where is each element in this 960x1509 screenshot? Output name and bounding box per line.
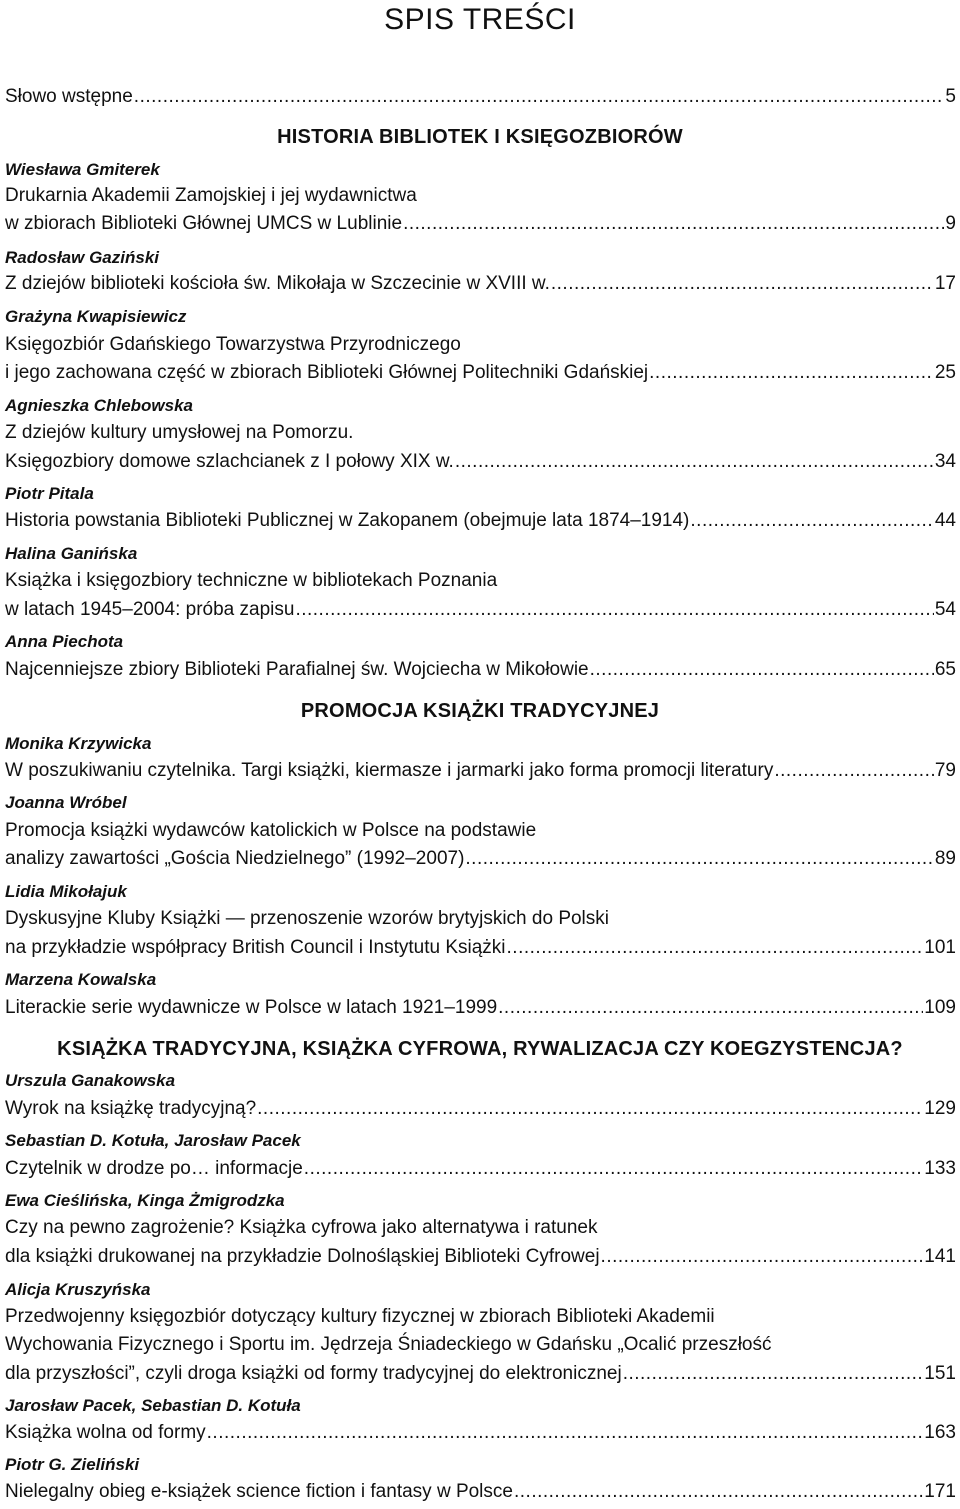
page-number: 109 [924,997,956,1018]
dot-leader [134,82,945,112]
toc-entry [5,1242,956,1272]
toc-entry [5,756,956,786]
dot-leader [295,595,933,625]
dot-leader [257,1094,923,1124]
dot-leader [304,1154,924,1184]
entry-author: Alicja Kruszyńska [5,1280,151,1299]
page-number: 89 [934,848,956,869]
entry-author: Urszula Ganakowska [5,1071,176,1090]
entry-author: Ewa Cieślińska, Kinga Żmigrodzka [5,1191,285,1210]
dot-leader [514,1477,923,1507]
entry-author: Joanna Wróbel [5,793,127,812]
dot-leader [207,1418,924,1448]
page-number: 141 [924,1246,956,1267]
toc-entry [5,447,956,477]
page-number: 101 [924,937,956,958]
entry-author: Halina Ganińska [5,544,138,563]
entry-title-line: Drukarnia Akademii Zamojskiej i jej wydawnictwa [5,185,417,206]
entry-title-line: Czy na pewno zagrożenie? Książka cyfrowa jako alternatywa i ratunek [5,1217,598,1238]
toc-entry [5,358,956,388]
page-number: 17 [934,273,956,294]
toc-entry [5,1359,956,1389]
dot-leader [455,447,934,477]
entry-title: analizy zawartości „Gościa Niedzielnego” (1992–2007) [5,848,465,869]
entry-title: Historia powstania Biblioteki Publicznej w Zakopanem (obejmuje lata 1874–1914) [5,510,690,531]
entry-title: Najcenniejsze zbiory Biblioteki Parafialnej św. Wojciecha w Mikołowie [5,659,589,680]
entry-title: Nielegalny obieg e-książek science fiction i fantasy w Polsce [5,1481,513,1502]
page-number: 163 [924,1422,956,1443]
entry-title: Wyrok na książkę tradycyjną? [5,1098,257,1119]
entry-title: w zbiorach Biblioteki Głównej UMCS w Lublinie [5,213,403,234]
dot-leader [649,358,934,388]
dot-leader [774,756,934,786]
entry-author: Piotr Pitala [5,484,94,503]
toc-entry [5,1094,956,1124]
entry-title-line: Wychowania Fizycznego i Sportu im. Jędrzeja Śniadeckiego w Gdańsku „Ocalić przeszłość [5,1334,772,1355]
entry-title-line: Książka i księgozbiory techniczne w bibliotekach Poznania [5,570,498,591]
page-number: 129 [924,1098,956,1119]
toc-entry [5,655,956,685]
dot-leader [623,1359,924,1389]
dot-leader [690,506,933,536]
entry-title: W poszukiwaniu czytelnika. Targi książki, kiermasze i jarmarki jako forma promocji literatury [5,760,774,781]
entry-title-line: Księgozbiór Gdańskiego Towarzystwa Przyrodniczego [5,334,461,355]
entry-title: Literackie serie wydawnicze w Polsce w latach 1921–1999 [5,997,498,1018]
toc-entry [5,1477,956,1507]
dot-leader [507,933,924,963]
toc-entry [5,993,956,1023]
entry-title-line: Dyskusyjne Kluby Książki — przenoszenie wzorów brytyjskich do Polski [5,908,610,929]
page-title: SPIS TREŚCI [384,3,576,36]
toc-entry [5,209,956,239]
section-heading: KSIĄŻKA TRADYCYJNA, KSIĄŻKA CYFROWA, RYWALIZACJA CZY KOEGZYSTENCJA? [57,1038,903,1060]
section-heading: PROMOCJA KSIĄŻKI TRADYCYJNEJ [300,700,660,722]
toc-entry [5,506,956,536]
entry-title: i jego zachowana część w zbiorach Biblioteki Głównej Politechniki Gdańskiej [5,362,649,383]
dot-leader [590,655,934,685]
page-number: 44 [934,510,956,531]
page-number: 171 [924,1481,956,1502]
toc-entry-intro [5,82,956,112]
page-number: 25 [934,362,956,383]
page-number: 65 [934,659,956,680]
entry-title: Czytelnik w drodze po… informacje [5,1158,303,1179]
page-number: 151 [924,1363,956,1384]
dot-leader [551,269,934,299]
entry-title-line: Przedwojenny księgozbiór dotyczący kultury fizycznej w zbiorach Biblioteki Akademii [5,1306,715,1327]
toc-entry [5,595,956,625]
section-heading: HISTORIA BIBLIOTEK I KSIĘGOZBIORÓW [277,126,683,148]
page-number: 5 [945,86,956,107]
page-number: 34 [934,451,956,472]
dot-leader [498,993,923,1023]
entry-author: Wiesława Gmiterek [5,160,160,179]
page-number: 9 [945,213,956,234]
entry-author: Anna Piechota [5,632,124,651]
entry-title: Słowo wstępne [5,86,133,107]
toc-entry [5,933,956,963]
entry-author: Piotr G. Zieliński [5,1455,140,1474]
entry-author: Sebastian D. Kotuła, Jarosław Pacek [5,1131,301,1150]
entry-title-line: Promocja książki wydawców katolickich w Polsce na podstawie [5,820,537,841]
entry-title: na przykładzie współpracy British Council i Instytutu Książki [5,937,506,958]
entry-title: w latach 1945–2004: próba zapisu [5,599,295,620]
entry-title: Z dziejów biblioteki kościoła św. Mikołaja w Szczecinie w XVIII w. [5,273,550,294]
entry-author: Radosław Gaziński [5,248,159,267]
dot-leader [465,844,933,874]
dot-leader [601,1242,924,1272]
page-number: 133 [924,1158,956,1179]
entry-author: Monika Krzywicka [5,734,152,753]
entry-author: Agnieszka Chlebowska [5,396,194,415]
entry-title-line: Z dziejów kultury umysłowej na Pomorzu. [5,422,354,443]
entry-title: dla książki drukowanej na przykładzie Dolnośląskiej Biblioteki Cyfrowej [5,1246,600,1267]
page-number: 54 [934,599,956,620]
entry-title: dla przyszłości”, czyli droga książki od formy tradycyjnej do elektronicznej [5,1363,622,1384]
entry-title: Książka wolna od formy [5,1422,206,1443]
dot-leader [403,209,944,239]
toc-entry [5,1154,956,1184]
entry-author: Marzena Kowalska [5,970,157,989]
entry-author: Grażyna Kwapisiewicz [5,307,187,326]
toc-entry [5,844,956,874]
toc-entry [5,1418,956,1448]
entry-title: Księgozbiory domowe szlachcianek z I połowy XIX w. [5,451,454,472]
entry-author: Jarosław Pacek, Sebastian D. Kotuła [5,1396,301,1415]
entry-author: Lidia Mikołajuk [5,882,127,901]
toc-entry [5,269,956,299]
page-number: 79 [934,760,956,781]
